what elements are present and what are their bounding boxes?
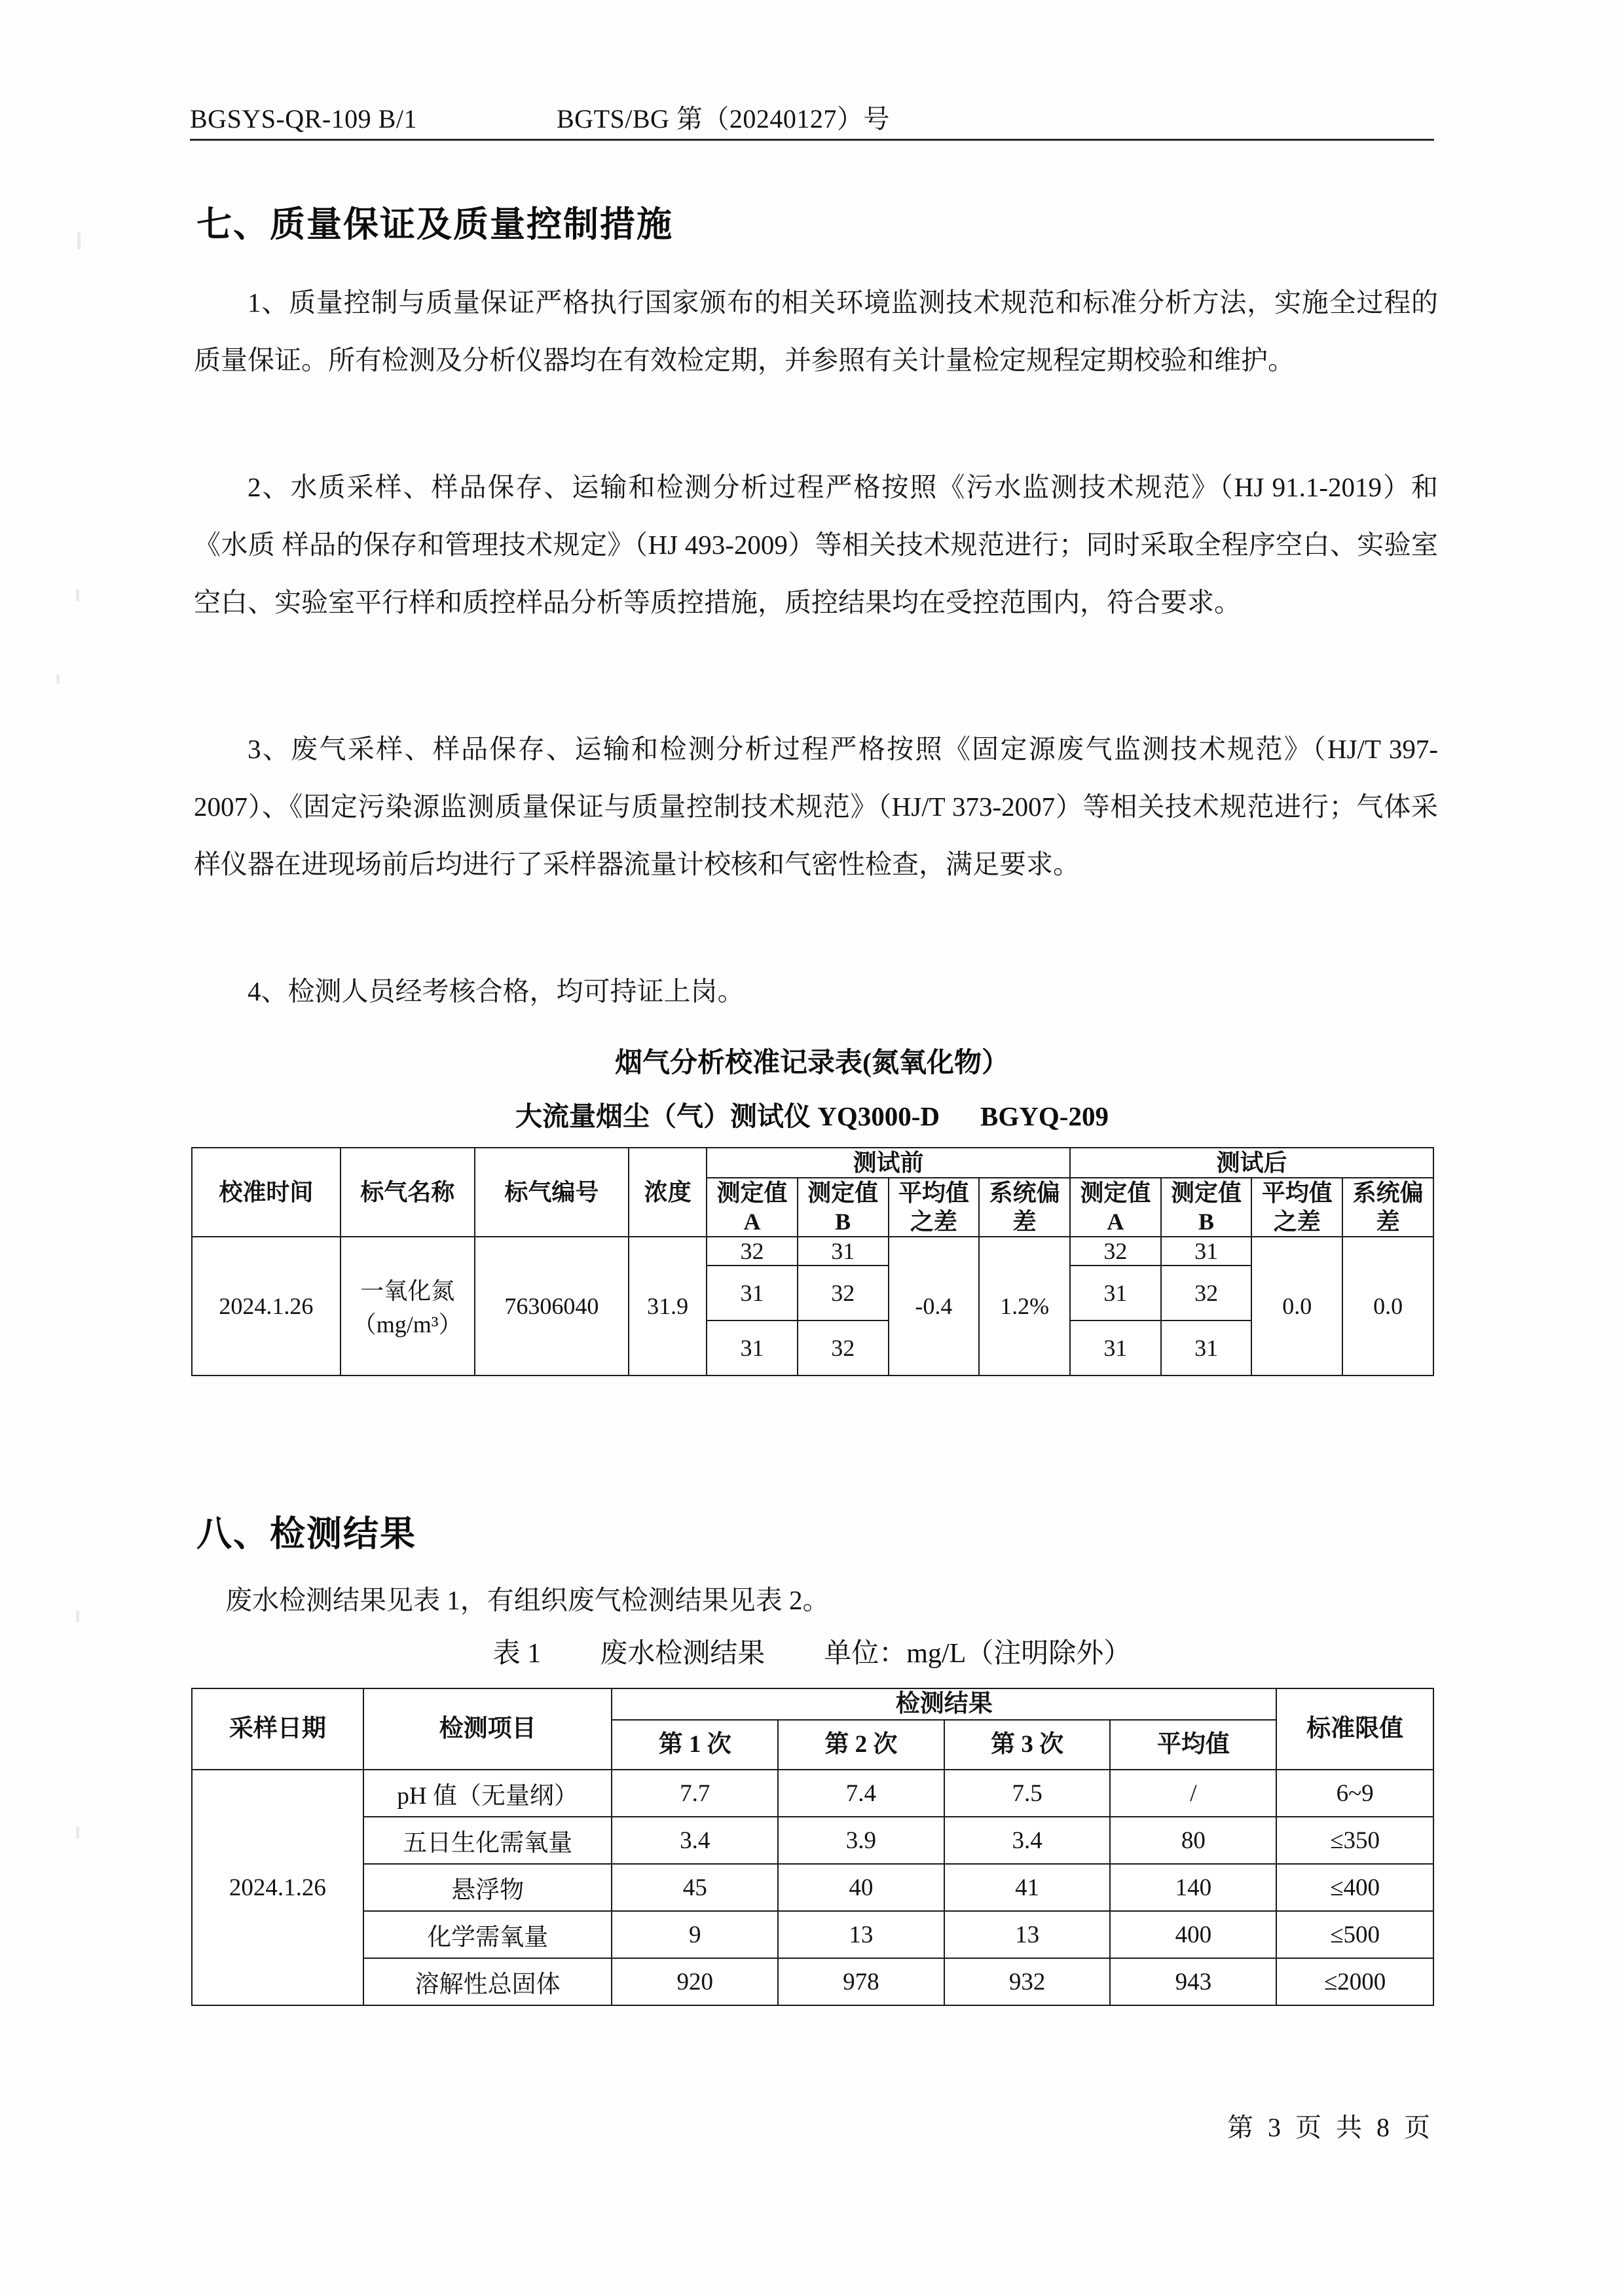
col-after-system-bias: 系统偏差 (1342, 1178, 1433, 1237)
col-standard-limit: 标准限值 (1276, 1688, 1433, 1770)
col-before-value-b: 测定值 B (798, 1178, 889, 1237)
cell-result-3: 932 (944, 1958, 1111, 2005)
table-row (192, 1770, 1433, 1817)
cell-before-system-bias: 1.2% (979, 1237, 1070, 1376)
col-before-mean-diff: 平均值之差 (889, 1178, 980, 1237)
header-report-number: BGTS/BG 第（20240127）号 (557, 104, 890, 134)
calibration-table-title: 烟气分析校准记录表(氮氧化物） (615, 1048, 1009, 1078)
cell-before-a-2: 31 (707, 1266, 798, 1321)
section-heading-seven: 七、质量保证及质量控制措施 (196, 203, 673, 245)
col-time-1: 第 1 次 (612, 1720, 778, 1770)
header-form-code: BGSYS-QR-109 B/1 (190, 104, 417, 134)
gas-name-line-2: （mg/m³） (352, 1311, 462, 1338)
cell-before-mean-diff: -0.4 (889, 1237, 980, 1376)
col-after-mean-diff: 平均值之差 (1251, 1178, 1342, 1237)
wastewater-results-table (191, 1688, 1434, 2006)
cell-result-2: 978 (778, 1958, 944, 2005)
cell-after-a-1: 32 (1070, 1237, 1161, 1266)
col-concentration: 浓度 (629, 1148, 707, 1237)
cell-after-b-1: 31 (1161, 1237, 1252, 1266)
cell-calibration-time: 2024.1.26 (192, 1237, 341, 1376)
table1-header-row-1 (192, 1688, 1433, 1720)
cell-gas-name (341, 1237, 475, 1376)
cell-item-name: 溶解性总固体 (363, 1958, 612, 2005)
page-footer: 第 3 页 共 8 页 (1227, 2113, 1434, 2142)
cell-result-limit: ≤2000 (1276, 1958, 1433, 2005)
scan-artifact (76, 1827, 79, 1838)
cell-after-a-3: 31 (1070, 1321, 1161, 1376)
cell-result-limit: ≤350 (1276, 1817, 1433, 1864)
cell-result-1: 9 (612, 1911, 778, 1958)
calibration-instrument: 大流量烟尘（气）测试仪 YQ3000-D (515, 1101, 940, 1131)
cell-result-3: 13 (944, 1911, 1111, 1958)
cell-item-name: 五日生化需氧量 (363, 1817, 612, 1864)
cell-after-b-2: 32 (1161, 1266, 1252, 1321)
cell-result-avg: / (1110, 1770, 1276, 1817)
table1-unit: 单位：mg/L（注明除外） (824, 1639, 1132, 1669)
table-row (192, 1864, 1433, 1911)
calibration-record-table (191, 1147, 1434, 1376)
cell-result-2: 7.4 (778, 1770, 944, 1817)
cell-before-a-1: 32 (707, 1237, 798, 1266)
cell-result-limit: 6~9 (1276, 1770, 1433, 1817)
cell-result-avg: 140 (1110, 1864, 1276, 1911)
table1-label: 表 1 (492, 1639, 542, 1669)
cell-before-b-3: 32 (798, 1321, 889, 1376)
cell-before-a-3: 31 (707, 1321, 798, 1376)
paragraph-qc-2: 2、水质采样、样品保存、运输和检测分析过程严格按照《污水监测技术规范》（HJ 91.1-2019）和《水质 样品的保存和管理技术规定》（HJ 493-2009）等相关技术规范进行；同时采取全程序空白、实验室空白、实验室平行样和质控样品分析等质控措施，质控结果均在受控范围内，符合要求。 (194, 472, 1438, 617)
col-after-value-a: 测定值 A (1070, 1178, 1161, 1237)
col-time-3: 第 3 次 (944, 1720, 1111, 1770)
paragraph-qc-3: 3、废气采样、样品保存、运输和检测分析过程严格按照《固定源废气监测技术规范》（HJ/T 397-2007）、《固定污染源监测质量保证与质量控制技术规范》（HJ/T 373-2007）等相关技术规范进行；气体采样仪器在进现场前后均进行了采样器流量计校核和气密性检查，满足要求。 (194, 734, 1438, 879)
col-sample-date: 采样日期 (192, 1688, 363, 1770)
col-gas-number: 标气编号 (475, 1148, 629, 1237)
calibration-instrument-code: BGYQ-209 (980, 1101, 1109, 1131)
cell-gas-number: 76306040 (475, 1237, 629, 1376)
cell-result-1: 45 (612, 1864, 778, 1911)
cell-item-name: 化学需氧量 (363, 1911, 612, 1958)
cell-result-2: 40 (778, 1864, 944, 1911)
header-divider (190, 139, 1434, 141)
table-row (192, 1817, 1433, 1864)
col-before-system-bias: 系统偏差 (979, 1178, 1070, 1237)
paragraph-qc-4: 4、检测人员经考核合格，均可持证上岗。 (248, 976, 745, 1006)
cell-result-avg: 400 (1110, 1911, 1276, 1958)
table1-name: 废水检测结果 (600, 1639, 766, 1669)
group-before-test: 测试前 (707, 1148, 1070, 1178)
group-after-test: 测试后 (1070, 1148, 1433, 1178)
cell-sample-date: 2024.1.26 (192, 1770, 363, 2005)
calibration-data-row-1 (192, 1237, 1433, 1266)
cell-concentration: 31.9 (629, 1237, 707, 1376)
cell-result-limit: ≤500 (1276, 1911, 1433, 1958)
group-test-results: 检测结果 (612, 1688, 1276, 1720)
cell-after-b-3: 31 (1161, 1321, 1252, 1376)
cell-item-name: 悬浮物 (363, 1864, 612, 1911)
cell-result-avg: 80 (1110, 1817, 1276, 1864)
cell-result-avg: 943 (1110, 1958, 1276, 2005)
col-after-value-b: 测定值 B (1161, 1178, 1252, 1237)
cell-after-system-bias: 0.0 (1342, 1237, 1433, 1376)
col-average: 平均值 (1110, 1720, 1276, 1770)
table-row (192, 1911, 1433, 1958)
cell-result-1: 3.4 (612, 1817, 778, 1864)
cell-result-3: 7.5 (944, 1770, 1111, 1817)
table1-title (190, 1631, 1434, 1671)
section-heading-eight: 八、检测结果 (196, 1512, 416, 1554)
cell-result-2: 13 (778, 1911, 944, 1958)
scan-artifact (56, 674, 60, 683)
cell-result-3: 3.4 (944, 1817, 1111, 1864)
scan-artifact (77, 232, 81, 249)
col-test-item: 检测项目 (363, 1688, 612, 1770)
table-row (192, 1958, 1433, 2005)
cell-item-name: pH 值（无量纲） (363, 1770, 612, 1817)
col-calibration-time: 校准时间 (192, 1148, 341, 1237)
scan-artifact (76, 589, 79, 601)
document-header (190, 98, 1434, 136)
cell-result-1: 7.7 (612, 1770, 778, 1817)
cell-before-b-2: 32 (798, 1266, 889, 1321)
cell-before-b-1: 31 (798, 1237, 889, 1266)
gas-name-line-1: 一氧化氮 (360, 1278, 455, 1304)
cell-result-2: 3.9 (778, 1817, 944, 1864)
cell-result-1: 920 (612, 1958, 778, 2005)
col-before-value-a: 测定值 A (707, 1178, 798, 1237)
calibration-header-row-1 (192, 1148, 1433, 1178)
paragraph-qc-1: 1、质量控制与质量保证严格执行国家颁布的相关环境监测技术规范和标准分析方法，实施全过程的质量保证。所有检测及分析仪器均在有效检定期，并参照有关计量检定规程定期校验和维护。 (194, 287, 1438, 375)
cell-result-3: 41 (944, 1864, 1111, 1911)
cell-after-a-2: 31 (1070, 1266, 1161, 1321)
calibration-table-subtitle (190, 1095, 1434, 1133)
cell-after-mean-diff: 0.0 (1251, 1237, 1342, 1376)
col-time-2: 第 2 次 (778, 1720, 944, 1770)
scan-artifact (76, 1611, 79, 1622)
col-gas-name: 标气名称 (341, 1148, 475, 1237)
paragraph-results-intro: 废水检测结果见表 1，有组织废气检测结果见表 2。 (225, 1585, 830, 1615)
cell-result-limit: ≤400 (1276, 1864, 1433, 1911)
